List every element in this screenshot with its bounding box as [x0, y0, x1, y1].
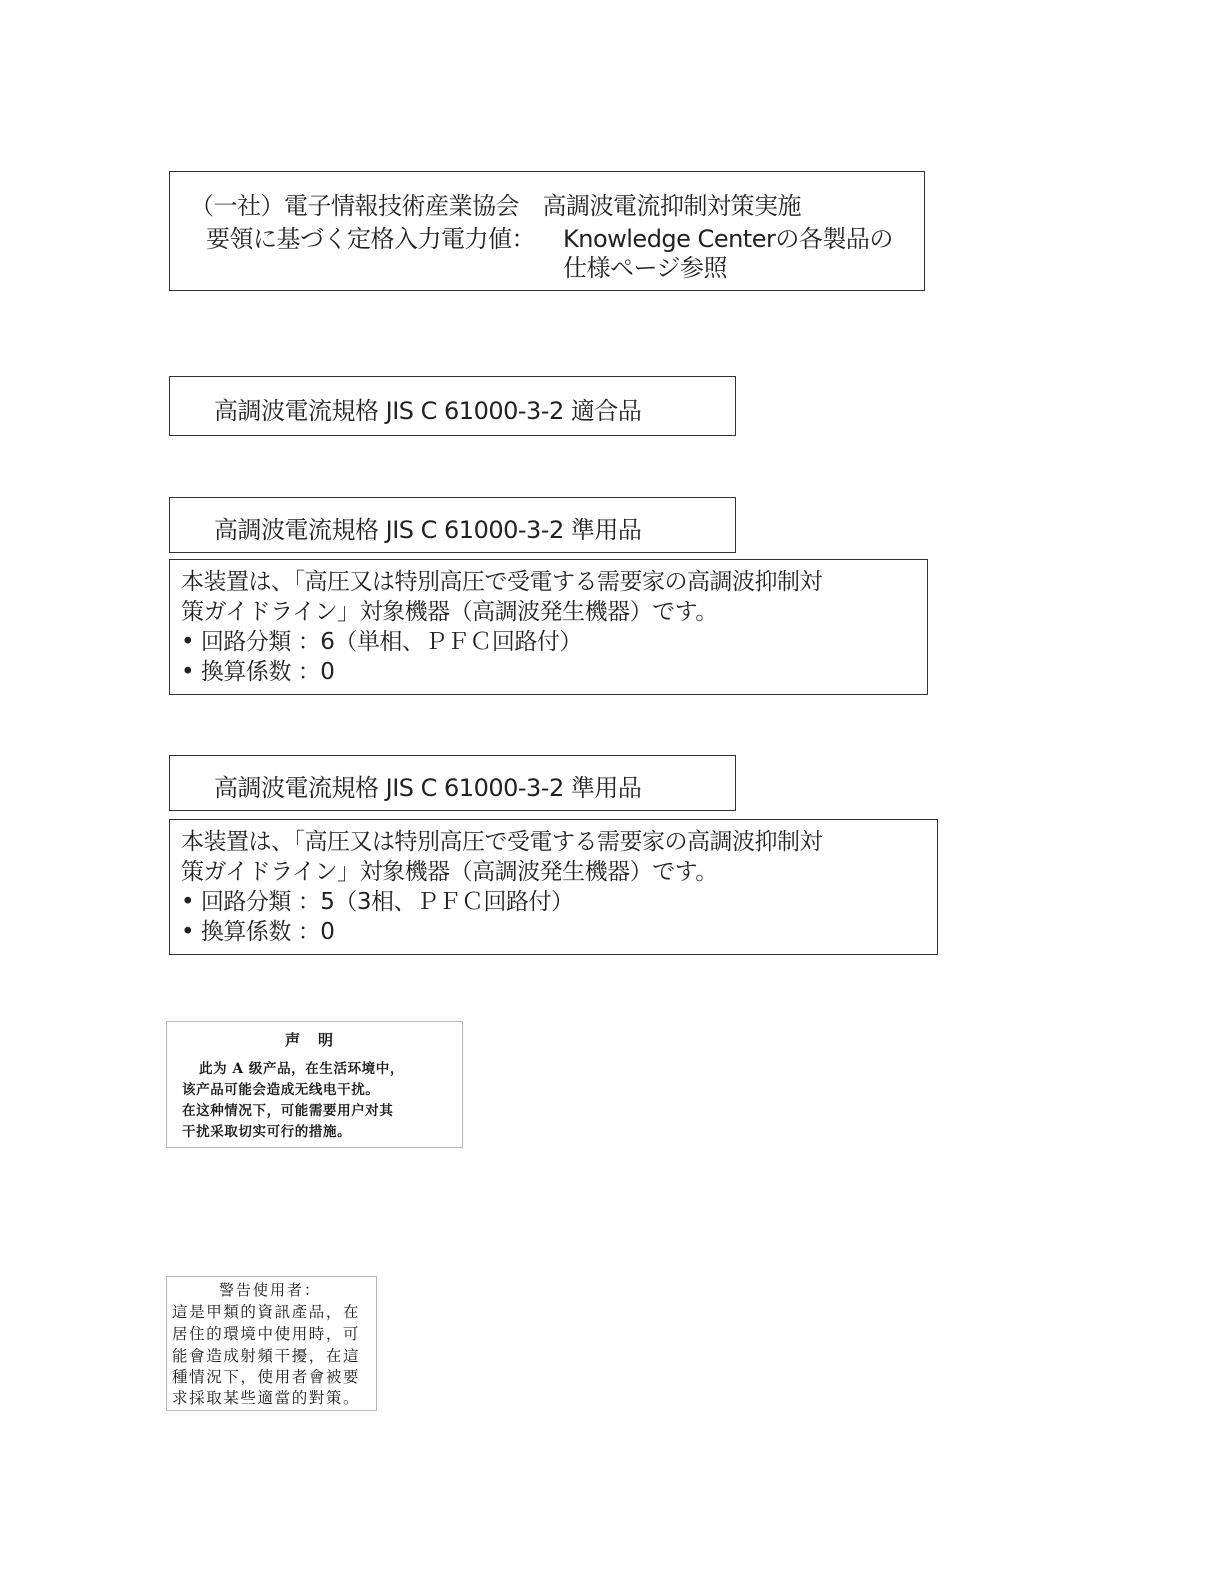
china-statement-line-3: 在这种情况下，可能需要用户对其	[182, 1103, 394, 1119]
standard-conforming-box	[169, 376, 736, 436]
jeita-line-1: （一社）電子情報技術産業協会 高調波電流抑制対策実施	[190, 192, 801, 220]
taiwan-warning-line-2: 居住的環境中使用時，可	[172, 1325, 361, 1343]
standard-applied-2-label: 高調波電流規格 JIS C 61000-3-2 準用品	[214, 774, 642, 802]
standard-applied-2-label-box	[169, 755, 736, 811]
applied-1-circuit-class: • 回路分類 ：6（単相、ＰＦＣ回路付）	[181, 629, 582, 655]
taiwan-warning-line-4: 種情況下，使用者會被要	[172, 1368, 361, 1386]
applied-2-desc-line-1: 本装置は、「高圧又は特別高圧で受電する需要家の高調波抑制対	[181, 829, 822, 855]
china-statement-line-2: 该产品可能会造成无线电干扰。	[182, 1082, 380, 1098]
china-statement-line-1: 此为 A 级产品，在生活环境中，	[199, 1061, 404, 1077]
standard-applied-1-label: 高調波電流規格 JIS C 61000-3-2 準用品	[214, 516, 642, 544]
china-statement-line-4: 干扰采取切实可行的措施。	[182, 1124, 352, 1140]
china-statement-title: 声明	[285, 1031, 352, 1049]
applied-1-conversion-factor: • 換算係数 ：0	[181, 659, 335, 685]
standard-applied-2-desc-box	[169, 819, 938, 955]
applied-2-desc-line-2: 策ガイドライン」対象機器（高調波発生機器）です。	[181, 859, 718, 885]
applied-1-desc-line-1: 本装置は、「高圧又は特別高圧で受電する需要家の高調波抑制対	[181, 569, 822, 595]
standard-applied-1-desc-box	[169, 559, 928, 695]
jeita-notice-box	[169, 171, 925, 291]
jeita-line-3: 仕様ページ参照	[563, 254, 728, 282]
jeita-line-2-label: 要領に基づく定格入力電力値：	[206, 225, 535, 253]
taiwan-warning-line-5: 求採取某些適當的對策。	[172, 1389, 361, 1407]
jeita-line-2-value: Knowledge Centerの各製品の	[563, 225, 893, 253]
standard-applied-1-label-box	[169, 497, 736, 553]
applied-2-conversion-factor: • 換算係数 ：0	[181, 919, 335, 945]
standard-conforming-label: 高調波電流規格 JIS C 61000-3-2 適合品	[214, 397, 642, 425]
taiwan-warning-line-3: 能會造成射頻干擾，在這	[172, 1347, 361, 1365]
taiwan-class-a-warning	[166, 1276, 377, 1411]
china-class-a-statement	[166, 1021, 463, 1148]
applied-2-circuit-class: • 回路分類 ：5（3相、ＰＦＣ回路付）	[181, 889, 574, 915]
applied-1-desc-line-2: 策ガイドライン」対象機器（高調波発生機器）です。	[181, 599, 718, 625]
taiwan-warning-line-1: 這是甲類的資訊產品，在	[172, 1303, 361, 1321]
taiwan-warning-title: 警告使用者：	[219, 1281, 322, 1299]
